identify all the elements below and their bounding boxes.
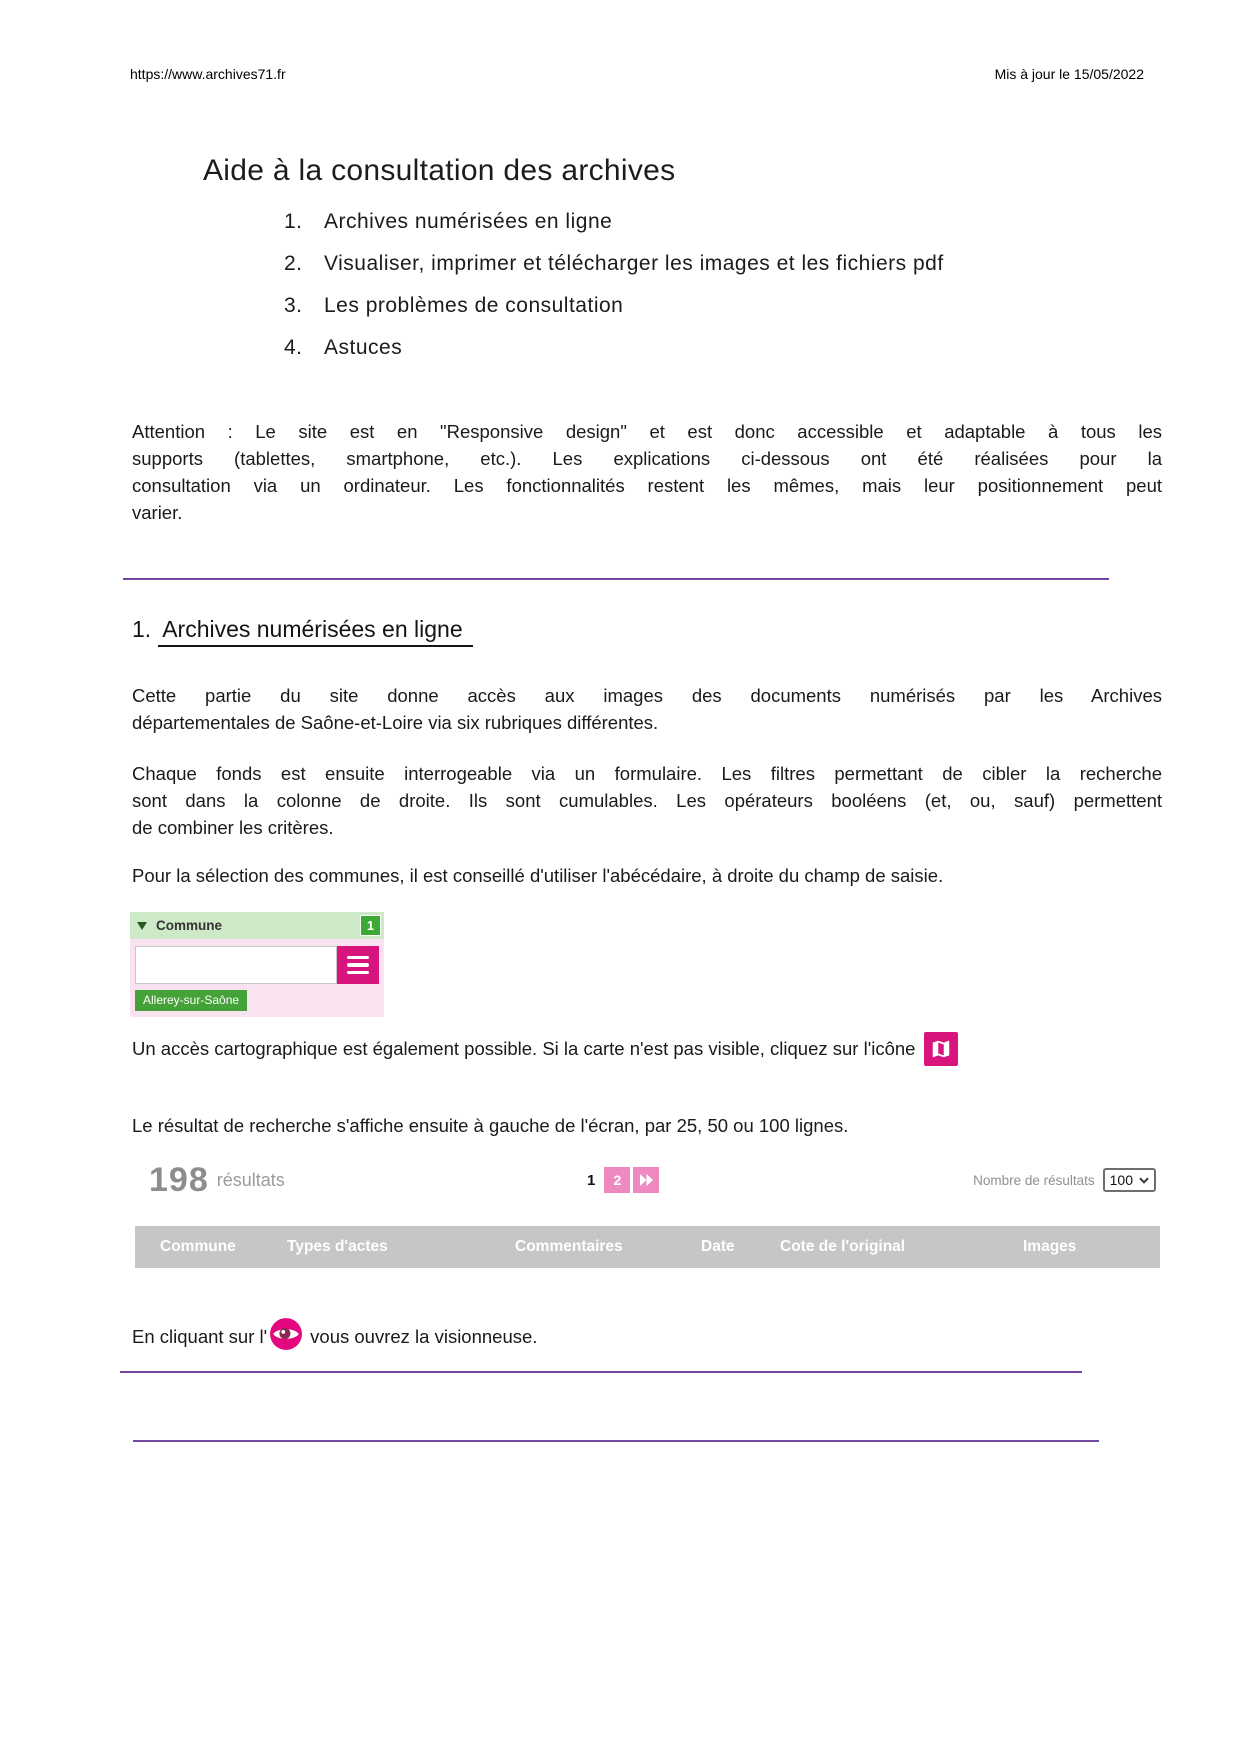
chevron-down-icon: [1139, 1177, 1149, 1184]
selected-count-badge: 1: [360, 915, 381, 936]
eye-glyph: [269, 1317, 303, 1351]
commune-filter-body: [130, 939, 384, 1017]
map-access-line: [132, 1030, 958, 1068]
toc-item: [284, 294, 944, 322]
commune-filter-widget: [130, 912, 384, 1017]
column-header-commentaires: Commentaires: [515, 1238, 623, 1255]
eye-icon[interactable]: [269, 1317, 303, 1351]
per-page-value: 100: [1109, 1172, 1133, 1188]
commune-filter-title: Commune: [156, 918, 223, 933]
results-toolbar: [135, 1156, 1160, 1204]
results-panel: [135, 1156, 1160, 1268]
toc-item-label: Archives numérisées en ligne: [324, 210, 613, 233]
column-header-cote: Cote de l'original: [780, 1238, 906, 1255]
pagination-page-2[interactable]: 2: [604, 1167, 630, 1193]
section-1-heading: [132, 616, 473, 643]
closing-line: [132, 1318, 537, 1356]
pagination-next-button[interactable]: [633, 1167, 659, 1193]
page-title: Aide à la consultation des archives: [203, 154, 676, 187]
header-updated-date: Mis à jour le 15/05/2022: [994, 66, 1144, 82]
toc-item: [284, 336, 944, 364]
per-page-label: Nombre de résultats: [973, 1172, 1095, 1188]
attention-paragraph: [132, 418, 1162, 526]
map-access-text: Un accès cartographique est également possible. Si la carte n'est pas visible, cliquez sur l'icône: [132, 1038, 916, 1059]
results-table-header: [135, 1226, 1160, 1268]
per-page-control: [973, 1168, 1156, 1192]
column-header-commune: Commune: [160, 1238, 236, 1255]
commune-search-input[interactable]: [135, 946, 337, 984]
map-icon[interactable]: [924, 1032, 958, 1066]
section-1-number: 1.: [132, 616, 152, 642]
column-header-types-actes: Types d'actes: [287, 1238, 388, 1255]
paragraph-line: Cette partie du site donne accès aux images des documents numérisés par les Archives: [132, 685, 1162, 706]
attention-line: consultation via un ordinateur. Les fonctionnalités restent les mêmes, mais leur positionnement peut: [132, 475, 1162, 496]
toc-item-number: 4.: [284, 336, 303, 359]
hamburger-icon: [347, 956, 369, 975]
paragraph-filtres: [132, 760, 1162, 841]
double-arrow-icon: [638, 1172, 654, 1188]
commune-filter-header[interactable]: [130, 912, 384, 939]
toc-item-label: Les problèmes de consultation: [324, 294, 624, 317]
toc-list: [284, 210, 944, 378]
toc-item-number: 1.: [284, 210, 303, 233]
bottom-divider: [133, 1440, 1099, 1442]
paragraph-line: Chaque fonds est ensuite interrogeable via un formulaire. Les filtres permettant de cibler la recherche: [132, 763, 1162, 784]
toc-item: [284, 210, 944, 238]
map-glyph: [930, 1038, 952, 1060]
toc-item-number: 2.: [284, 252, 303, 275]
toc-item-label: Astuces: [324, 336, 403, 359]
attention-line: supports (tablettes, smartphone, etc.). Les explications ci-dessous ont été réalisées pour la: [132, 448, 1162, 469]
pagination: [587, 1167, 662, 1193]
section-divider: [123, 578, 1109, 580]
closing-text-before: En cliquant sur l': [132, 1326, 268, 1347]
attention-line: Attention : Le site est en "Responsive design" et est donc accessible et adaptable à tous les: [132, 421, 1162, 442]
toc-item-number: 3.: [284, 294, 303, 317]
toc-item: [284, 252, 944, 280]
commune-list-button[interactable]: [337, 946, 379, 984]
attention-line: varier.: [132, 502, 183, 523]
toc-item-label: Visualiser, imprimer et télécharger les images et les fichiers pdf: [324, 252, 944, 275]
closing-text-after: vous ouvrez la visionneuse.: [310, 1326, 538, 1347]
paragraph-line: départementales de Saône-et-Loire via six rubriques différentes.: [132, 712, 659, 733]
column-header-images: Images: [1023, 1238, 1077, 1255]
paragraph-line: de combiner les critères.: [132, 817, 334, 838]
closing-divider: [120, 1371, 1082, 1373]
section-1-heading-text: Archives numérisées en ligne: [158, 616, 472, 647]
paragraph-line: sont dans la colonne de droite. Ils sont cumulables. Les opérateurs booléens (et, ou, sauf) permettent: [132, 790, 1162, 811]
selected-commune-tag[interactable]: Allerey-sur-Saône: [135, 990, 247, 1011]
paragraph-resultats: Le résultat de recherche s'affiche ensuite à gauche de l'écran, par 25, 50 ou 100 lignes.: [132, 1115, 849, 1136]
paragraph-abecedaire: Pour la sélection des communes, il est conseillé d'utiliser l'abécédaire, à droite du champ de saisie.: [132, 865, 944, 886]
header-url: https://www.archives71.fr: [130, 66, 286, 82]
results-count-label: résultats: [216, 1169, 285, 1190]
paragraph-rubriques: [132, 682, 1162, 736]
triangle-down-icon: [137, 922, 147, 930]
results-count: 198: [149, 1160, 209, 1199]
pagination-page-1[interactable]: 1: [587, 1171, 596, 1189]
per-page-select[interactable]: [1103, 1168, 1156, 1192]
column-header-date: Date: [701, 1238, 735, 1255]
